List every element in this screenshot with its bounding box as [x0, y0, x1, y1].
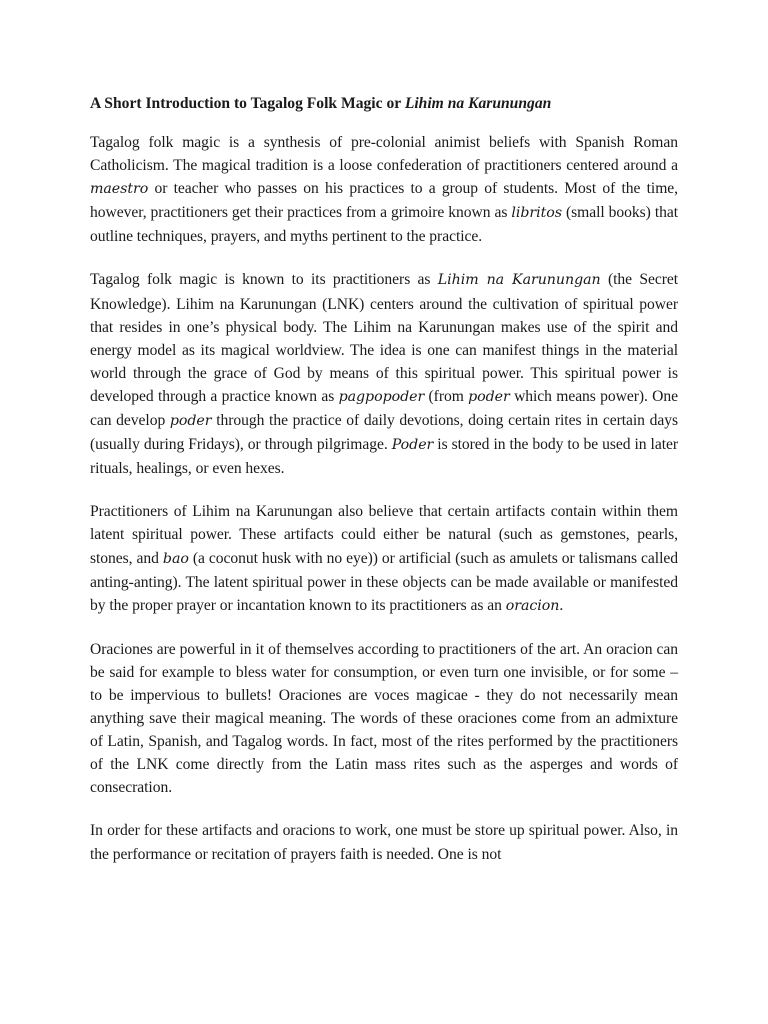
paragraph-2: [90, 268, 678, 480]
text-run: through the practice of daily devotions, doing certain rites in certain days (usually during Fridays), or through pilgrimage.: [90, 412, 678, 454]
italic-term: pagpopoder: [338, 388, 425, 405]
document-body: [90, 131, 678, 866]
paragraph-4: [90, 638, 678, 800]
text-run: which means power). One can develop: [90, 387, 678, 430]
text-run: In order for these artifacts and oracions to work, one must be store up spiritual power. Also, in the performance or recitation of prayers faith is needed. One is not: [90, 822, 678, 863]
title-italic: Lihim na Karunungan: [404, 95, 552, 112]
text-run: or teacher who passes on his practices to a group of students. Most of the time, however, practitioners get their practices from a grimoire known as: [90, 180, 678, 222]
italic-term: poder: [169, 413, 212, 430]
text-run: (from: [424, 387, 469, 405]
paragraph-5: [90, 819, 678, 865]
text-run: is stored in the body to be used in later rituals, healings, or even hexes.: [90, 436, 679, 478]
italic-term: Lihim na Karunungan: [437, 272, 601, 289]
paragraph-3: [90, 500, 678, 617]
italic-term: libritos: [511, 205, 562, 222]
text-run: Practitioners of Lihim na Karunungan also believe that certain artifacts contain within them latent spiritual power. These artifacts could either be natural (such as gemstones, pearls, stones, and: [90, 503, 678, 567]
text-run: Oraciones are powerful in it of themselves according to practitioners of the art. An oracion can be said for example to bless water for consumption, or even turn one invisible, or for some – to be impervious to bullets! Oraciones are voces magicae - they do not necessarily mean anything save their magical meaning. The words of these oraciones come from an admixture of Latin, Spanish, and Tagalog words. In fact, most of the rites performed by the practitioners of the LNK come directly from the Latin mass rites such as the asperges and words of consecration.: [90, 640, 678, 797]
italic-term: Poder: [391, 437, 434, 454]
text-run: (the Secret Knowledge). Lihim na Karunungan (LNK) centers around the cultivation of spiritual power that resides in one’s physical body. The Lihim na Karunungan makes use of the spirit and energy model as its magical worldview. The idea is one can manifest things in the material world through the grace of God by means of this spiritual power. This spiritual power is developed through a practice known as: [90, 271, 678, 405]
italic-term: bao: [162, 550, 189, 567]
text-run: Tagalog folk magic is a synthesis of pre-colonial animist beliefs with Spanish Roman Catholicism. The magical tradition is a loose confederation of practitioners centered around a: [90, 134, 678, 175]
document-title: [90, 93, 678, 115]
text-run: .: [559, 596, 564, 614]
text-run: (a coconut husk with no eye)) or artificial (such as amulets or talismans called anting-anting). The latent spiritual power in these objects can be made available or manifested by the proper prayer or incantation known to its practitioners as an: [90, 549, 678, 614]
italic-term: poder: [468, 388, 510, 405]
paragraph-1: [90, 131, 678, 248]
italic-term: maestro: [90, 181, 149, 198]
italic-term: oracion: [505, 597, 560, 614]
text-run: Tagalog folk magic is known to its practitioners as: [90, 271, 438, 289]
title-main: A Short Introduction to Tagalog Folk Magic or: [90, 95, 405, 112]
text-run: (small books) that outline techniques, prayers, and myths pertinent to the practice.: [90, 204, 679, 246]
